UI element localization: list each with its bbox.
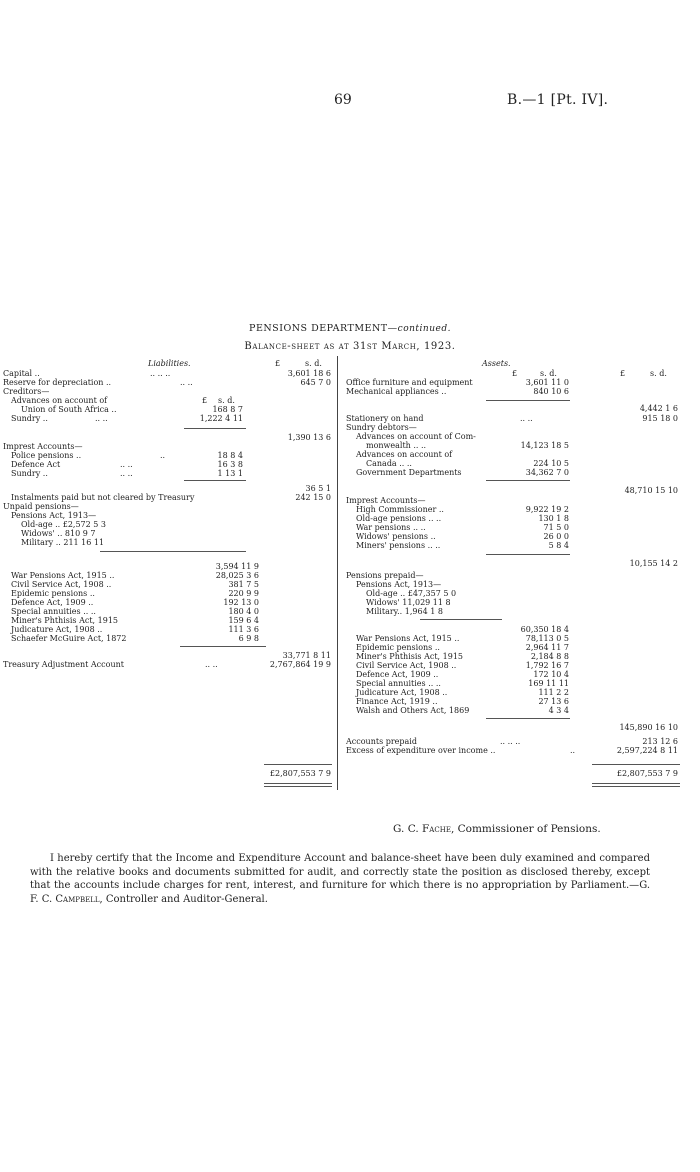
department-continued: continued. [397, 324, 451, 334]
prepaid-item-label: Judicature Act, 1908 .. [356, 688, 448, 697]
assets-imprest-item-amount: 130 1 8 [538, 514, 569, 523]
liabilities-grand-total: £2,807,553 7 9 [269, 769, 331, 778]
unpaid-item-label: Special annuities .. .. [11, 607, 96, 616]
reserve-dots: .. .. [180, 378, 193, 387]
sundry-debtors-total: 48,710 15 10 [624, 486, 678, 495]
imprest-item-label: Defence Act [11, 460, 61, 469]
prepaid-item-amount: 111 2 2 [538, 688, 569, 697]
instalments-label: Instalments paid but not cleared by Treasury [11, 493, 195, 502]
imprest-item-amount: 16 3 8 [217, 460, 243, 469]
audit-certificate [30, 852, 650, 906]
assets-sd-head: s. d. [540, 369, 557, 378]
prepaid-item-label: War Pensions Act, 1915 .. [356, 634, 460, 643]
assets-total-rule-double [592, 786, 680, 787]
capital-label: Capital .. [3, 369, 40, 378]
unpaid-item-label: Defence Act, 1909 .. [11, 598, 94, 607]
assets-imprest-item-amount: 5 8 4 [548, 541, 569, 550]
stationery-total: 915 18 0 [642, 414, 678, 423]
sundry-creditors-label: Sundry .. [11, 414, 48, 423]
unpaid-item-label: War Pensions Act, 1915 .. [11, 571, 115, 580]
certificate-text: I hereby certify that the Income and Expenditure Account and balance-sheet have been duly examined and compared with the relative books and documents submitted for audit, and correctly state the position as disclosed thereby, except that the accounts include charges for rent, interest, and furniture for which there is no appropriation by Parliament.— [30, 853, 650, 891]
assets-imprest-item-label: High Commissioner .. [356, 505, 444, 514]
department-title [0, 323, 700, 334]
column-divider [337, 356, 338, 790]
certificate-signer-title: , Controller and Auditor-General. [99, 893, 268, 905]
instalments-total: 242 15 0 [295, 493, 331, 502]
unpaid-item-label: Schaefer McGuire Act, 1872 [11, 634, 127, 643]
prepaid-pa-item: Old-age .. £47,357 5 0 [366, 589, 457, 598]
unpaid-pa-item: Widows' .. 810 9 7 [21, 529, 96, 538]
creditors-rule [184, 428, 246, 429]
unpaid-item-amount: 220 9 9 [228, 589, 259, 598]
prepaid-rule [486, 718, 570, 719]
assets-pound-head: £ [512, 369, 518, 378]
prepaid-item-amount: 78,113 0 5 [525, 634, 569, 643]
unpaid-item-amount: 180 4 0 [228, 607, 259, 616]
prepaid-item-amount: 169 11 11 [528, 679, 569, 688]
prepaid-item-amount: 4 3 4 [548, 706, 569, 715]
assets-imprest-item-amount: 26 0 0 [543, 532, 569, 541]
commonwealth-line2: monwealth .. .. [366, 441, 427, 450]
assets-imprest-item-label: War pensions .. .. [356, 523, 426, 532]
page-number: 69 [334, 92, 352, 108]
unpaid-pa-item: Old-age .. £2,572 5 3 [21, 520, 106, 529]
excess-label: Excess of expenditure over income .. [346, 746, 496, 755]
sundry-debtors-label: Sundry debtors— [346, 423, 417, 432]
govt-departments-amount: 34,362 7 0 [525, 468, 569, 477]
unpaid-item-label: Miner's Phthisis Act, 1915 [11, 616, 118, 625]
excess-total: 2,597,224 8 11 [616, 746, 678, 755]
prepaid-pa-item: Military.. 1,964 1 8 [366, 607, 443, 616]
furniture-label: Office furniture and equipment [346, 378, 473, 387]
assets-imprest-label: Imprest Accounts— [346, 496, 426, 505]
imprest-item-amount: 1 13 1 [217, 469, 243, 478]
unpaid-item-amount: 111 3 6 [228, 625, 259, 634]
stationery-label: Stationery on hand [346, 414, 424, 423]
prepaid-pa-rule [420, 619, 502, 620]
assets-imprest-item-label: Widows' pensions .. [356, 532, 436, 541]
creditors-sd-head: s. d. [218, 396, 235, 405]
prepaid-item-label: Finance Act, 1919 .. [356, 697, 438, 706]
unpaid-item-label: Judicature Act, 1908 .. [11, 625, 103, 634]
prepaid-item-amount: 27 13 6 [538, 697, 569, 706]
commonwealth-amount: 14,123 18 5 [520, 441, 569, 450]
unpaid-item-amount: 28,025 3 6 [215, 571, 259, 580]
imprest-item-dots: .. .. [120, 460, 133, 469]
imprest-item-label: Sundry .. [11, 469, 48, 478]
capital-total: 3,601 18 6 [287, 369, 331, 378]
imprest-total: 36 5 1 [305, 484, 331, 493]
sundry-creditors-amount: 1,222 4 11 [199, 414, 243, 423]
prepaid-item-label: Miner's Phthisis Act, 1915 [356, 652, 463, 661]
advances-line1: Advances on account of [11, 396, 108, 405]
prepaid-item-label: Walsh and Others Act, 1869 [356, 706, 470, 715]
prepaid-act-label: Pensions Act, 1913— [356, 580, 442, 589]
unpaid-item-amount: 381 7 5 [228, 580, 259, 589]
unpaid-pa-rule [100, 551, 246, 552]
canada-line2: Canada .. .. [366, 459, 412, 468]
balance-sheet-title: Balance-sheet as at 31st March, 1923. [244, 341, 456, 352]
treasury-dots: .. .. [205, 660, 218, 669]
canada-line1: Advances on account of [356, 450, 453, 459]
assets-total-rule-bottom [592, 783, 680, 784]
assets-right-sd-head: s. d. [650, 369, 667, 378]
unpaid-item-amount: 159 6 4 [228, 616, 259, 625]
assets-grand-total: £2,807,553 7 9 [616, 769, 678, 778]
prepaid-item-label: Epidemic pensions .. [356, 643, 440, 652]
prepaid-pa-item: Widows' 11,029 11 8 [366, 598, 451, 607]
fixed-assets-total: 4,442 1 6 [639, 404, 678, 413]
assets-total-rule-top [592, 764, 680, 765]
unpaid-item-label: Epidemic pensions .. [11, 589, 95, 598]
accounts-prepaid-dots: .. .. .. [500, 737, 521, 746]
creditors-label: Creditors— [3, 387, 50, 396]
mechanical-label: Mechanical appliances .. [346, 387, 447, 396]
excess-dots: .. [570, 746, 576, 755]
prepaid-total: 145,890 16 10 [619, 723, 678, 732]
prepaid-item-amount: 1,792 16 7 [525, 661, 569, 670]
department-name: PENSIONS DEPARTMENT— [249, 323, 398, 334]
unpaid-total: 33,771 8 11 [282, 651, 331, 660]
prepaid-item-amount: 2,184 8 8 [530, 652, 569, 661]
assets-right-pound-head: £ [620, 369, 626, 378]
liab-total-rule-top [264, 764, 332, 765]
reserve-total: 645 7 0 [300, 378, 331, 387]
furniture-amount: 3,601 11 0 [525, 378, 569, 387]
govt-departments-label: Government Departments [356, 468, 462, 477]
reserve-label: Reserve for depreciation .. [3, 378, 112, 387]
unpaid-item-amount: 6 9 8 [238, 634, 259, 643]
sundry-debtors-rule [486, 480, 570, 481]
unpaid-label: Unpaid pensions— [3, 502, 79, 511]
imprest-item-amount: 18 8 4 [217, 451, 243, 460]
liab-sd-head: s. d. [305, 359, 322, 368]
treasury-label: Treasury Adjustment Account [3, 660, 124, 669]
creditors-total: 1,390 13 6 [287, 433, 331, 442]
stationery-dots: .. .. [520, 414, 533, 423]
sundry-creditors-dots: .. .. [95, 414, 108, 423]
prepaid-item-label: Civil Service Act, 1908 .. [356, 661, 457, 670]
prepaid-item-amount: 172 10 4 [533, 670, 569, 679]
liab-total-rule-double [264, 786, 332, 787]
accounts-prepaid-label: Accounts prepaid [346, 737, 417, 746]
document-reference: B.—1 [Pt. IV]. [507, 92, 609, 108]
accounts-prepaid-total: 213 12 6 [642, 737, 678, 746]
unpaid-pa-item: Military .. 211 16 11 [21, 538, 105, 547]
treasury-total: 2,767,864 19 9 [269, 660, 331, 669]
signature-title: , Commissioner of Pensions. [450, 823, 601, 835]
unpaid-item-amount: 192 13 0 [223, 598, 259, 607]
assets-heading: Assets. [482, 359, 511, 368]
prepaid-label: Pensions prepaid— [346, 571, 424, 580]
unpaid-rule [180, 646, 266, 647]
commonwealth-line1: Advances on account of Com- [356, 432, 476, 441]
prepaid-item-amount: 2,964 11 7 [525, 643, 569, 652]
assets-imprest-rule [486, 554, 570, 555]
mechanical-amount: 840 10 6 [533, 387, 569, 396]
creditors-pound-head: £ [202, 396, 208, 405]
assets-imprest-item-amount: 9,922 19 2 [525, 505, 569, 514]
fixed-assets-rule [486, 400, 570, 401]
unpaid-item-label: Civil Service Act, 1908 .. [11, 580, 112, 589]
imprest-item-label: Police pensions .. [11, 451, 82, 460]
signature-line [393, 823, 601, 835]
liab-pound-head: £ [275, 359, 281, 368]
prepaid-item-label: Defence Act, 1909 .. [356, 670, 439, 679]
prepaid-item-label: Special annuities .. .. [356, 679, 441, 688]
unpaid-act-label: Pensions Act, 1913— [11, 511, 97, 520]
prepaid-pa-total: 60,350 18 4 [520, 625, 569, 634]
canada-amount: 224 10 5 [533, 459, 569, 468]
assets-imprest-total: 10,155 14 2 [629, 559, 678, 568]
signature-name: G. C. Fache [393, 823, 451, 835]
unpaid-pa-total: 3,594 11 9 [215, 562, 259, 571]
advances-amount: 168 8 7 [212, 405, 243, 414]
assets-imprest-item-label: Miners' pensions .. .. [356, 541, 441, 550]
imprest-item-dots: .. .. [120, 469, 133, 478]
assets-imprest-item-amount: 71 5 0 [543, 523, 569, 532]
imprest-label: Imprest Accounts— [3, 442, 83, 451]
capital-dots: .. .. .. [150, 369, 171, 378]
certificate-signer: G. F. C. Campbell [30, 880, 650, 905]
liabilities-heading: Liabilities. [148, 359, 191, 368]
imprest-rule [184, 480, 246, 481]
liab-total-rule-bottom [264, 783, 332, 784]
imprest-item-dots: .. [160, 451, 166, 460]
advances-line2: Union of South Africa .. [21, 405, 117, 414]
assets-imprest-item-label: Old-age pensions .. .. [356, 514, 442, 523]
